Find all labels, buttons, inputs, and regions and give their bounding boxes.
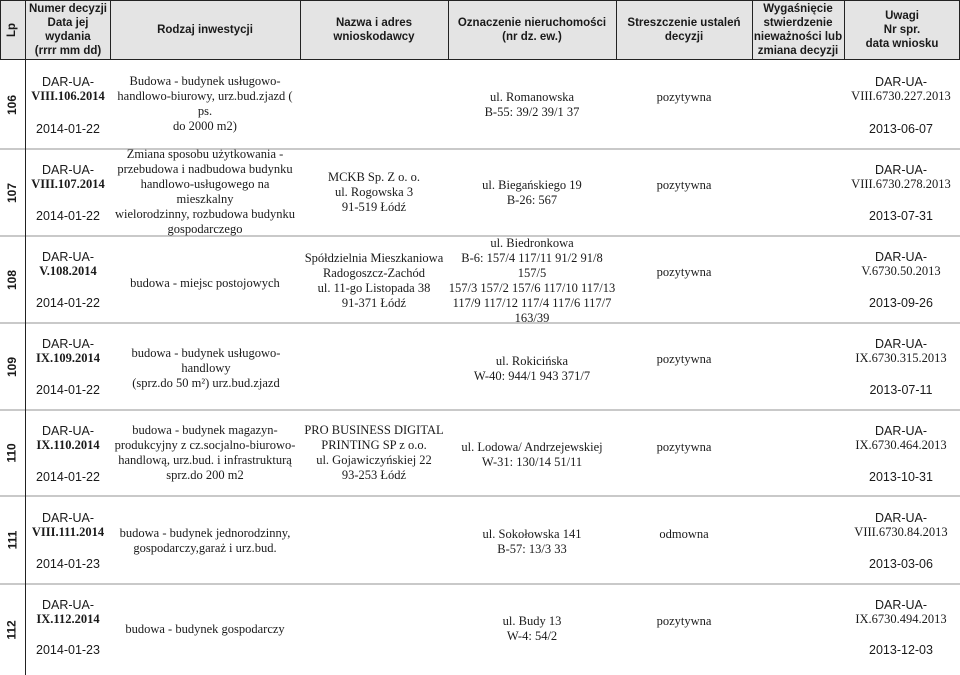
decision-number: DAR-UA- IX.112.2014 bbox=[36, 598, 100, 626]
application-date: 2013-07-11 bbox=[869, 383, 933, 397]
row-separator bbox=[0, 409, 960, 411]
header-divider bbox=[844, 0, 845, 60]
decision-date: 2014-01-23 bbox=[36, 557, 100, 571]
case-number: DAR-UA- VIII.6730.278.2013 bbox=[851, 163, 951, 191]
header-divider bbox=[616, 0, 617, 60]
row-lp: 107 bbox=[5, 182, 19, 203]
header-divider bbox=[300, 0, 301, 60]
decision-summary: pozytywna bbox=[656, 439, 712, 454]
investment-type: Budowa - budynek usługowo- handlowo-biurowy, urz.bud.zjazd ( ps. do 2000 m2) bbox=[117, 74, 293, 133]
header-rodzaj-inwestycji: Rodzaj inwestycji bbox=[157, 24, 253, 36]
application-date: 2013-09-26 bbox=[869, 296, 933, 310]
decision-date: 2014-01-22 bbox=[36, 383, 100, 397]
decision-date: 2014-01-22 bbox=[36, 296, 100, 310]
header-wygasniecie: Wygaśnięcie stwierdzenie nieważności lub zmiana decyzji bbox=[753, 3, 843, 57]
investment-type: budowa - miejsc postojowych bbox=[130, 275, 280, 290]
header-oznaczenie: Oznaczenie nieruchomości (nr dz. ew.) bbox=[457, 17, 607, 43]
header-divider bbox=[25, 0, 26, 60]
decision-date: 2014-01-22 bbox=[36, 122, 100, 136]
row-lp: 106 bbox=[5, 94, 19, 116]
investment-type: budowa - budynek jednorodzinny, gospodarczy,garaż i urz.bud. bbox=[119, 526, 291, 555]
decision-summary: pozytywna bbox=[656, 177, 712, 192]
applicant: Spółdzielnia Mieszkaniowa Radogoszcz-Zachód ul. 11-go Listopada 38 91-371 Łódź bbox=[304, 251, 444, 310]
row-lp: 109 bbox=[5, 356, 19, 377]
property-designation: ul. Budy 13 W-4: 54/2 bbox=[502, 614, 562, 643]
property-designation: ul. Sokołowska 141 B-57: 13/3 33 bbox=[482, 527, 582, 556]
property-designation: ul. Rokicińska W-40: 944/1 943 371/7 bbox=[473, 354, 591, 383]
row-separator bbox=[0, 235, 960, 237]
header-divider bbox=[110, 0, 111, 60]
decision-summary: pozytywna bbox=[656, 613, 712, 628]
applicant: MCKB Sp. Z o. o. ul. Rogowska 3 91-519 Łódź bbox=[327, 169, 421, 214]
header-divider bbox=[0, 0, 1, 60]
property-designation: ul. Biegańskiego 19 B-26: 567 bbox=[482, 178, 582, 207]
decision-date: 2014-01-22 bbox=[36, 470, 100, 484]
decision-summary: pozytywna bbox=[656, 351, 712, 366]
row-separator bbox=[0, 583, 960, 585]
header-streszczenie: Streszczenie ustaleń decyzji bbox=[627, 17, 741, 43]
application-date: 2013-10-31 bbox=[869, 470, 933, 484]
header-bottom-border bbox=[0, 59, 960, 60]
case-number: DAR-UA- V.6730.50.2013 bbox=[861, 250, 941, 278]
row-lp: 108 bbox=[5, 269, 19, 290]
application-date: 2013-03-06 bbox=[869, 557, 933, 571]
case-number: DAR-UA- IX.6730.315.2013 bbox=[855, 337, 947, 365]
decision-number: DAR-UA- VIII.106.2014 bbox=[31, 75, 105, 103]
row-separator bbox=[0, 495, 960, 497]
application-date: 2013-12-03 bbox=[869, 643, 933, 657]
header-uwagi: Uwagi Nr spr. data wniosku bbox=[865, 10, 939, 50]
header-divider bbox=[448, 0, 449, 60]
investment-type: Zmiana sposobu użytkowania - przebudowa i nadbudowa budynku handlowo-usługowego na mieszkalny wielorodzinny, rozbudowa budynku gospodarczego bbox=[114, 147, 296, 236]
case-number: DAR-UA- VIII.6730.84.2013 bbox=[854, 511, 948, 539]
row-lp: 112 bbox=[4, 620, 19, 640]
property-designation: ul. Lodowa/ Andrzejewskiej W-31: 130/14 51/11 bbox=[461, 440, 603, 469]
case-number: DAR-UA- IX.6730.494.2013 bbox=[855, 598, 947, 626]
case-number: DAR-UA- VIII.6730.227.2013 bbox=[851, 75, 951, 103]
row-lp: 110 bbox=[4, 443, 19, 463]
header-numer-decyzji: Numer decyzji Data jej wydania (rrrr mm dd) bbox=[29, 3, 107, 57]
application-date: 2013-06-07 bbox=[869, 122, 933, 136]
investment-type: budowa - budynek usługowo-handlowy (sprz.do 50 m²) urz.bud.zjazd bbox=[131, 345, 281, 390]
row-lp: 111 bbox=[4, 530, 19, 550]
lp-column-divider bbox=[25, 60, 26, 675]
investment-type: budowa - budynek gospodarczy bbox=[125, 621, 285, 636]
decision-summary: odmowna bbox=[659, 526, 709, 541]
row-separator bbox=[0, 322, 960, 324]
application-date: 2013-07-31 bbox=[869, 209, 933, 223]
decision-number: DAR-UA- IX.109.2014 bbox=[36, 337, 100, 365]
property-designation: ul. Biedronkowa B-6: 157/4 117/11 91/2 91/8 157/5 157/3 157/2 157/6 117/10 117/13 117/9 117/12 117/4 117/6 117/7 163/39 bbox=[448, 236, 616, 325]
decision-number: DAR-UA- VIII.107.2014 bbox=[31, 163, 105, 191]
decision-summary: pozytywna bbox=[656, 89, 712, 104]
header-nazwa-wnioskodawcy: Nazwa i adres wnioskodawcy bbox=[333, 17, 415, 43]
decision-number: DAR-UA- V.108.2014 bbox=[39, 250, 97, 278]
case-number: DAR-UA- IX.6730.464.2013 bbox=[855, 424, 947, 452]
header-top-border bbox=[0, 0, 960, 1]
decision-summary: pozytywna bbox=[656, 264, 712, 279]
property-designation: ul. Romanowska B-55: 39/2 39/1 37 bbox=[484, 90, 580, 119]
header-lp: Lp bbox=[6, 22, 18, 38]
decision-number: DAR-UA- VIII.111.2014 bbox=[31, 511, 105, 539]
decision-number: DAR-UA- IX.110.2014 bbox=[36, 424, 100, 452]
applicant: PRO BUSINESS DIGITAL PRINTING SP z o.o. ul. Gojawiczyńskiej 22 93-253 Łódź bbox=[304, 423, 444, 482]
header-divider bbox=[752, 0, 753, 60]
decision-date: 2014-01-22 bbox=[36, 209, 100, 223]
investment-type: budowa - budynek magazyn- produkcyjny z cz.socjalno-biurowo- handlową, urz.bud. i infrastrukturą sprz.do 200 m2 bbox=[114, 423, 296, 482]
decision-date: 2014-01-23 bbox=[36, 643, 100, 657]
